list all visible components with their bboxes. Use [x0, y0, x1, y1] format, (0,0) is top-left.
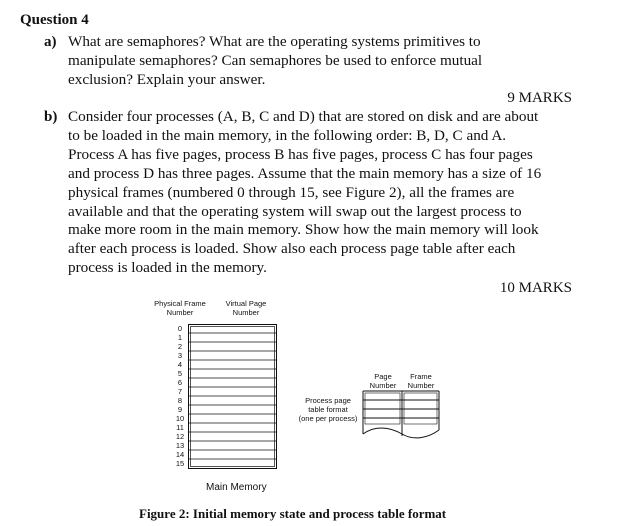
part-b-line: make more room in the main memory. Show how the main memory will look: [68, 221, 539, 239]
part-b-line: Consider four processes (A, B, C and D) that are stored on disk and are about: [68, 108, 539, 125]
part-b-line: to be loaded in the main memory, in the following order: B, D, C and A.: [68, 126, 507, 144]
frame-number: 14: [175, 450, 185, 459]
part-b-line: physical frames (numbered 0 through 15, see Figure 2), all the frames are: [68, 183, 515, 201]
frame-number: 4: [177, 360, 183, 369]
part-a-line: exclusion? Explain your answer.: [68, 70, 266, 88]
frame-number: 12: [175, 432, 185, 441]
frame-number: 11: [176, 423, 184, 432]
frame-number: 3: [177, 351, 183, 360]
frame-number: 6: [177, 378, 183, 387]
frame-number: 5: [177, 369, 183, 378]
frame-number: 10: [175, 414, 185, 423]
part-b-line: Process A has five pages, process B has five pages, process C has four pages: [68, 145, 533, 163]
part-a-marks: 9 MARKS: [507, 90, 572, 106]
frame-number: 2: [177, 342, 183, 351]
frame-number-header: Frame Number: [407, 372, 435, 390]
page-table-format: [362, 390, 442, 442]
process-table-label: Process page table format (one per process): [298, 396, 358, 423]
part-a-label: a): [44, 34, 57, 50]
frame-number: 15: [175, 459, 185, 468]
part-b-line: and process D has three pages. Assume that the main memory has a size of 16: [68, 164, 542, 182]
frame-number: 1: [177, 333, 183, 342]
main-memory-grid: [188, 324, 278, 474]
part-a-text: [68, 33, 574, 90]
part-b-line: available and that the operating system will swap out the largest process to: [68, 202, 522, 220]
part-b-line: process is loaded in the memory.: [68, 259, 267, 277]
part-b-line: after each process is loaded. Show also each process page table after each: [68, 240, 516, 258]
main-memory-label: Main Memory: [206, 482, 267, 493]
question-title: Question 4: [20, 12, 89, 28]
frame-number: 9: [177, 405, 183, 414]
page-number-header: Page Number: [369, 372, 397, 390]
frame-number: 8: [177, 396, 183, 405]
frame-number: 13: [175, 441, 185, 450]
frame-number: 0: [177, 324, 183, 333]
frame-number: 7: [177, 387, 183, 396]
figure-caption: Figure 2: Initial memory state and process table format: [139, 506, 447, 521]
part-b-marks: 10 MARKS: [499, 280, 572, 296]
part-a-line: What are semaphores? What are the operating systems primitives to: [68, 33, 481, 50]
part-b-label: b): [44, 109, 58, 125]
physical-frame-header: Physical Frame Number: [154, 299, 206, 317]
part-a-line: manipulate semaphores? Can semaphores be used to enforce mutual: [68, 51, 483, 69]
part-b-text: [68, 108, 574, 278]
frame-number-column: [174, 324, 186, 468]
virtual-page-header: Virtual Page Number: [225, 299, 267, 317]
